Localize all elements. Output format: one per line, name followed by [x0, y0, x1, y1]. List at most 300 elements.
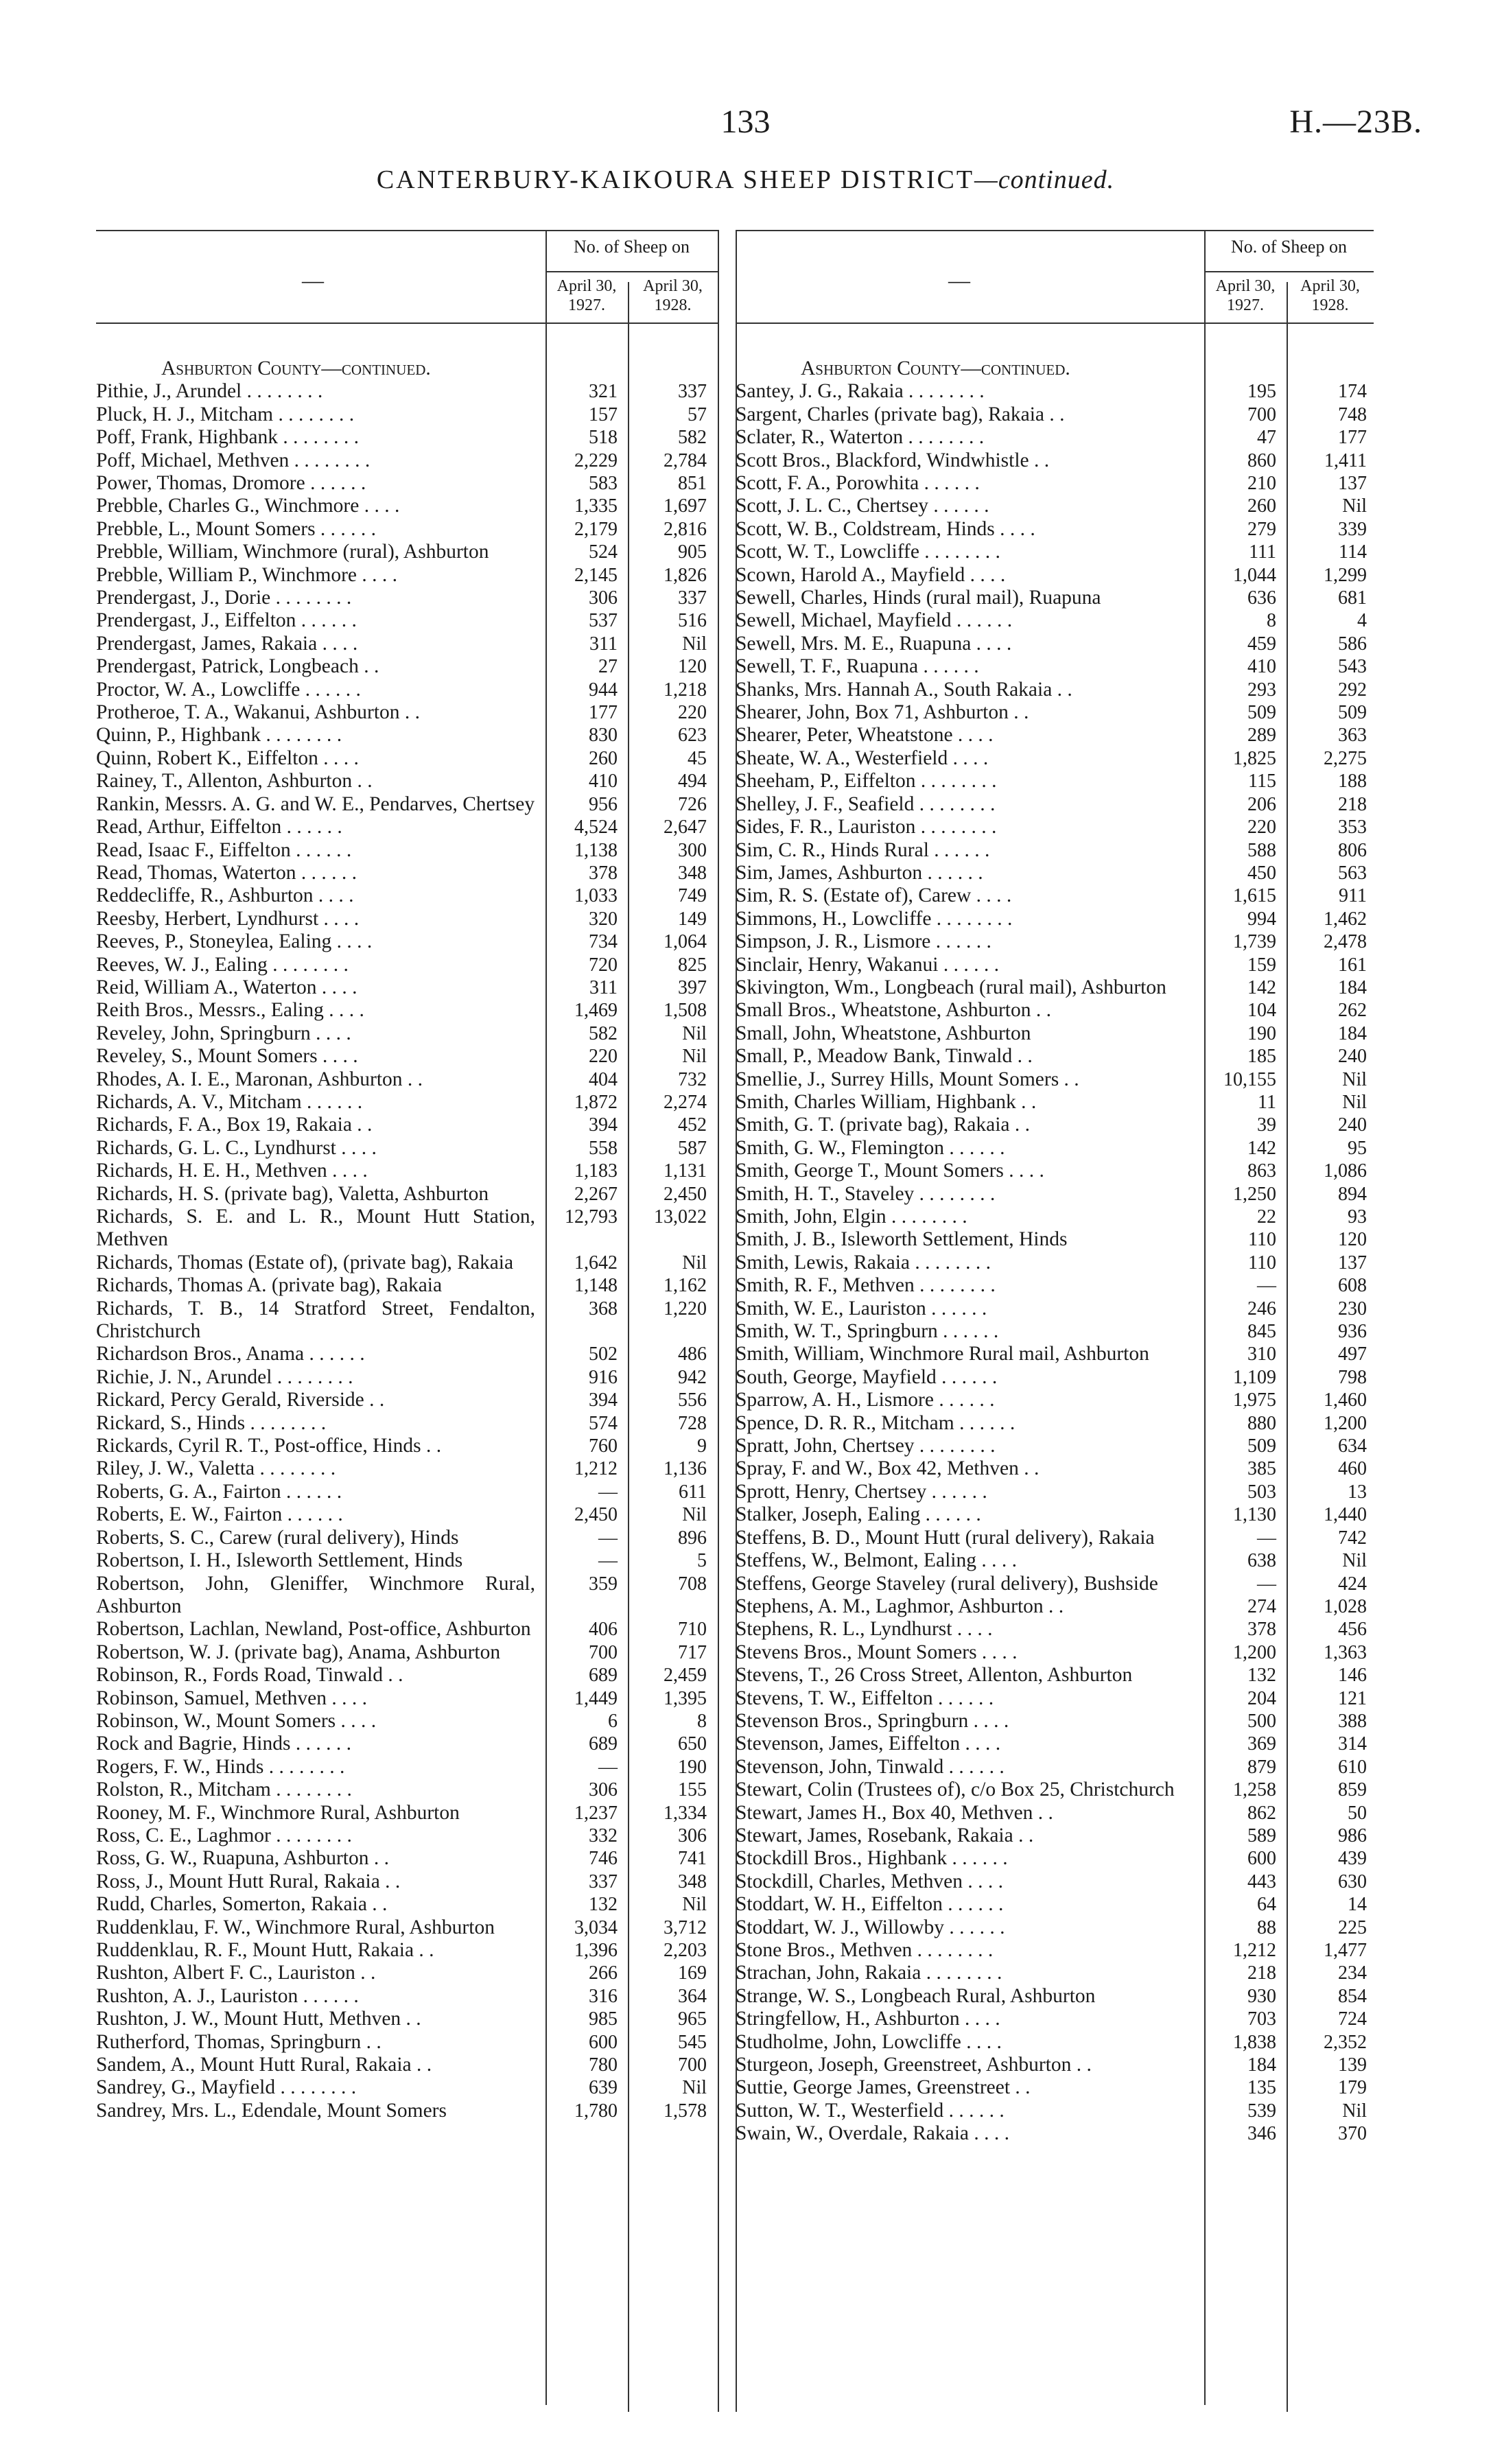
table-row	[96, 1618, 719, 1641]
table-row	[736, 701, 1374, 724]
owner-name: Read, Arthur, Eiffelton . . . . . .	[96, 816, 342, 838]
header-col-1927: April 30, 1927.	[1215, 277, 1276, 314]
sheep-count-1928: 174	[1338, 381, 1367, 403]
sheep-count-1927: 394	[589, 1114, 618, 1136]
sheep-count-1928: 5	[697, 1550, 707, 1572]
table-row	[96, 1710, 719, 1733]
table-row	[736, 976, 1374, 999]
table-row	[96, 1252, 719, 1274]
sheep-count-1928: 748	[1338, 403, 1367, 425]
owner-name: Stewart, James, Rosebank, Rakaia . .	[736, 1824, 1034, 1846]
table-row	[736, 816, 1374, 838]
sheep-count-1928: Nil	[1342, 1068, 1367, 1090]
owner-name: Rushton, J. W., Mount Hutt, Methven . .	[96, 2008, 421, 2030]
owner-name: Santey, J. G., Rakaia . . . . . . . .	[736, 380, 985, 403]
table-row	[736, 1320, 1374, 1343]
sheep-count-1928: 93	[1348, 1206, 1367, 1228]
owner-name: Rushton, A. J., Lauriston . . . . . .	[96, 1984, 359, 2007]
sheep-count-1928: 717	[678, 1641, 707, 1663]
owner-name: Sim, James, Ashburton . . . . . .	[736, 861, 983, 884]
owner-name: Smith, G. W., Flemington . . . . . .	[736, 1136, 1005, 1159]
owner-name: Richards, Thomas A. (private bag), Rakaia	[96, 1274, 443, 1297]
sheep-count-1928: 742	[1338, 1527, 1367, 1549]
sheep-count-1928: 8	[697, 1710, 707, 1732]
table-row	[96, 976, 719, 999]
table-row	[736, 1389, 1374, 1411]
table-row	[736, 930, 1374, 953]
sheep-count-1928: 859	[1338, 1779, 1367, 1801]
owner-name: Power, Thomas, Dromore . . . . . .	[96, 472, 366, 495]
sheep-count-1928: 337	[678, 381, 707, 403]
sheep-count-1927: 204	[1247, 1687, 1276, 1709]
sheep-count-1928: 452	[678, 1114, 707, 1136]
owner-name: Prendergast, Patrick, Longbeach . .	[96, 655, 379, 678]
sheep-count-1927: 260	[589, 747, 618, 769]
owner-name: Roberts, E. W., Fairton . . . . . .	[96, 1503, 343, 1526]
owner-name: Simpson, J. R., Lismore . . . . . .	[736, 930, 991, 953]
owner-name: Robertson, Lachlan, Newland, Post-office, Ashburton	[96, 1618, 531, 1641]
table-row	[736, 1939, 1374, 1962]
owner-name: Read, Thomas, Waterton . . . . . .	[96, 861, 357, 884]
sheep-count-1927: 157	[589, 403, 618, 425]
sheep-count-1927: 638	[1247, 1550, 1276, 1572]
sheep-count-1927: 780	[589, 2054, 618, 2076]
owner-name: Sides, F. R., Lauriston . . . . . . . .	[736, 816, 997, 838]
sheep-count-1928: 1,131	[664, 1160, 707, 1182]
owner-name: Richards, T. B., 14 Stratford Street, Fendalton, Christchurch	[96, 1297, 535, 1343]
sheep-count-1928: 149	[678, 908, 707, 930]
table-row	[736, 655, 1374, 678]
sheep-count-1928: 121	[1338, 1687, 1367, 1709]
sheep-count-1927: 1,872	[574, 1091, 618, 1113]
sheep-count-1927: 274	[1247, 1595, 1276, 1617]
sheep-count-1928: 610	[1338, 1756, 1367, 1778]
sheep-count-1927: 177	[589, 702, 618, 724]
owner-name: Robertson, John, Gleniffer, Winchmore Rural, Ashburton	[96, 1572, 535, 1617]
owner-name: Sclater, R., Waterton . . . . . . . .	[736, 426, 985, 449]
header-dash: —	[302, 268, 324, 292]
owner-name: Steffens, B. D., Mount Hutt (rural delivery), Rakaia	[736, 1526, 1155, 1549]
owner-name: Sparrow, A. H., Lismore . . . . . .	[736, 1389, 995, 1411]
sheep-count-1928: 494	[678, 771, 707, 793]
sheep-count-1928: 1,334	[664, 1802, 707, 1824]
table-row	[96, 1160, 719, 1182]
owner-name: Sandem, A., Mount Hutt Rural, Rakaia . .	[96, 2054, 432, 2076]
table-row	[96, 1183, 719, 1206]
table-row	[736, 1779, 1374, 1801]
table-row	[736, 1206, 1374, 1228]
district-title-text: CANTERBURY-KAIKOURA SHEEP DISTRICT	[376, 165, 975, 194]
table-row	[96, 633, 719, 655]
sheep-count-1927: 985	[589, 2008, 618, 2030]
sheep-count-1927: 306	[589, 587, 618, 609]
sheep-count-1927: 1,183	[574, 1160, 618, 1182]
owner-name: Shanks, Mrs. Hannah A., South Rakaia . .	[736, 678, 1072, 701]
table-row	[96, 1847, 719, 1870]
owner-name: Studholme, John, Lowcliffe . . . .	[736, 2030, 1002, 2053]
owner-name: Prendergast, J., Eiffelton . . . . . .	[96, 609, 357, 632]
district-title	[0, 165, 1491, 195]
sheep-count-1927: 1,838	[1233, 2031, 1276, 2053]
owner-name: Richie, J. N., Arundel . . . . . . . .	[96, 1365, 353, 1388]
sheep-count-1927: 845	[1247, 1321, 1276, 1343]
table-row	[96, 1641, 719, 1664]
table-row	[96, 679, 719, 701]
table-row	[736, 1641, 1374, 1664]
sheep-count-1928: 155	[678, 1779, 707, 1801]
sheep-count-1927: 378	[589, 862, 618, 884]
sheep-count-1928: 169	[678, 1962, 707, 1984]
table-row	[736, 884, 1374, 907]
district-title-suffix: —continued.	[974, 165, 1115, 194]
sheep-count-1927: 1,212	[1233, 1940, 1276, 1962]
sheep-count-1927: 956	[589, 793, 618, 815]
section-heading: Ashburton County—continued.	[161, 357, 431, 379]
sheep-count-1928: 2,816	[664, 518, 707, 540]
table-row	[96, 884, 719, 907]
sheep-count-1928: 1,086	[1324, 1160, 1367, 1182]
header-dash: —	[948, 268, 970, 292]
sheep-count-1928: 681	[1338, 587, 1367, 609]
owner-name: Ross, G. W., Ruapuna, Ashburton . .	[96, 1847, 389, 1870]
table-row	[736, 1435, 1374, 1457]
table-row	[96, 564, 719, 587]
owner-name: Stevenson Bros., Springburn . . . .	[736, 1709, 1009, 1732]
table-row	[96, 724, 719, 747]
owner-name: Sutton, W. T., Westerfield . . . . . .	[736, 2099, 1005, 2122]
sheep-count-1927: 600	[589, 2031, 618, 2053]
sheep-count-1927: 185	[1247, 1046, 1276, 1068]
owner-name: Scott, W. B., Coldstream, Hinds . . . .	[736, 517, 1035, 540]
owner-name: Roberts, S. C., Carew (rural delivery), Hinds	[96, 1526, 459, 1549]
owner-name: Sim, C. R., Hinds Rural . . . . . .	[736, 838, 990, 861]
table-row	[736, 1595, 1374, 1618]
sheep-count-1927: 11	[1258, 1091, 1276, 1113]
table-row	[96, 403, 719, 426]
sheep-count-1928: 545	[678, 2031, 707, 2053]
sheep-count-1928: 2,450	[664, 1183, 707, 1205]
sheep-count-1928: Nil	[1342, 2100, 1367, 2122]
table-row	[736, 954, 1374, 976]
table-row	[96, 793, 719, 816]
sheep-count-1927: 311	[589, 633, 618, 655]
sheep-count-1928: 225	[1338, 1916, 1367, 1938]
owner-name: Rogers, F. W., Hinds . . . . . . . .	[96, 1755, 345, 1778]
table-row	[96, 1527, 719, 1549]
table-row	[96, 1916, 719, 1939]
owner-name: Rock and Bagrie, Hinds . . . . . .	[96, 1733, 351, 1755]
sheep-count-1928: 57	[688, 403, 707, 425]
table-row	[736, 1962, 1374, 1984]
table-row	[96, 495, 719, 517]
sheep-count-1928: 728	[678, 1412, 707, 1434]
table-row	[96, 999, 719, 1022]
sheep-count-1927: 190	[1247, 1022, 1276, 1044]
sheep-count-1928: 240	[1338, 1046, 1367, 1068]
sheep-count-1927: —	[1257, 1275, 1276, 1297]
owner-name: Rutherford, Thomas, Springburn . .	[96, 2030, 381, 2053]
owner-name: Scown, Harold A., Mayfield . . . .	[736, 563, 1006, 586]
sheep-count-1927: 734	[589, 931, 618, 953]
table-row	[736, 449, 1374, 472]
table-row	[736, 1527, 1374, 1549]
table-row	[96, 954, 719, 976]
table-row	[736, 839, 1374, 862]
sheep-count-1927: 369	[1247, 1733, 1276, 1755]
owner-name: Sprott, Henry, Chertsey . . . . . .	[736, 1480, 987, 1503]
table-row	[736, 1687, 1374, 1710]
sheep-count-1928: 965	[678, 2008, 707, 2030]
table-row	[96, 2100, 719, 2122]
sheep-count-1928: 1,460	[1324, 1389, 1367, 1411]
table-row	[736, 518, 1374, 541]
sheep-count-1927: 636	[1247, 587, 1276, 609]
sheep-count-1928: Nil	[682, 1504, 707, 1526]
sheep-count-1927: 111	[1249, 541, 1276, 563]
sheep-count-1927: 1,033	[574, 885, 618, 907]
sheep-count-1928: Nil	[682, 633, 707, 655]
sheep-count-1928: 586	[1338, 633, 1367, 655]
table-row	[96, 1435, 719, 1457]
sheep-count-1927: 110	[1248, 1229, 1276, 1251]
owner-name: Richards, F. A., Box 19, Rakaia . .	[96, 1114, 373, 1136]
table-row	[736, 2054, 1374, 2076]
sheep-count-1927: 289	[1247, 725, 1276, 747]
sheep-count-1928: 726	[678, 793, 707, 815]
sheep-count-1927: 10,155	[1223, 1068, 1276, 1090]
sheep-count-1927: 132	[1247, 1665, 1276, 1687]
sheep-count-1927: 880	[1247, 1412, 1276, 1434]
sheep-count-1928: 806	[1338, 839, 1367, 861]
sheep-count-1927: 159	[1247, 954, 1276, 976]
table-row	[96, 839, 719, 862]
sheep-count-1927: 311	[589, 976, 618, 998]
sheep-count-1927: 4,524	[574, 817, 618, 838]
owner-name: Prebble, William, Winchmore (rural), Ashburton	[96, 541, 489, 563]
table-row	[736, 1160, 1374, 1182]
owner-name: Stoddart, W. H., Eiffelton . . . . . .	[736, 1893, 1004, 1916]
table-row	[96, 1091, 719, 1114]
sheep-count-1927: 1,212	[574, 1458, 618, 1480]
table-row	[736, 1457, 1374, 1480]
owner-name: Sewell, Michael, Mayfield . . . . . .	[736, 609, 1013, 632]
table-row	[96, 1664, 719, 1687]
table-row	[736, 724, 1374, 747]
sheep-count-1928: 2,203	[664, 1940, 707, 1962]
sheep-count-1928: 732	[678, 1068, 707, 1090]
owner-name: Stephens, A. M., Laghmor, Ashburton . .	[736, 1595, 1064, 1617]
table-row	[736, 1985, 1374, 2008]
sheep-count-1928: 1,697	[664, 495, 707, 517]
owner-name: Ross, C. E., Laghmor . . . . . . . .	[96, 1824, 352, 1846]
owner-name: Smith, W. E., Lauriston . . . . . .	[736, 1297, 987, 1319]
sheep-count-1928: Nil	[1342, 1091, 1367, 1113]
sheep-count-1927: 830	[589, 725, 618, 747]
sheep-count-1927: 539	[1247, 2100, 1276, 2122]
sheep-count-1928: 45	[688, 747, 707, 769]
table-row	[736, 1710, 1374, 1733]
sheep-count-1927: 310	[1247, 1344, 1276, 1365]
header-col-1928: April 30, 1928.	[643, 277, 703, 314]
table-row	[736, 1481, 1374, 1503]
owner-name: Small, P., Meadow Bank, Tinwald . .	[736, 1045, 1033, 1068]
owner-name: Prebble, Charles G., Winchmore . . . .	[96, 495, 400, 517]
table-row	[736, 1045, 1374, 1068]
sheep-count-1927: 583	[589, 473, 618, 495]
sheep-count-1928: 439	[1338, 1848, 1367, 1870]
owner-name: Shelley, J. F., Seafield . . . . . . . .	[736, 793, 996, 815]
owner-name: Reith Bros., Messrs., Ealing . . . .	[96, 999, 364, 1022]
sheep-count-1928: 146	[1338, 1665, 1367, 1687]
sheep-count-1927: 320	[589, 908, 618, 930]
page-number: 133	[720, 104, 771, 140]
sheep-count-1928: 262	[1338, 1000, 1367, 1022]
sheep-count-1927: 589	[1247, 1824, 1276, 1846]
owner-name: Reeves, P., Stoneylea, Ealing . . . .	[96, 930, 373, 953]
table-row	[96, 2076, 719, 2099]
table-row	[736, 1343, 1374, 1365]
sheep-count-1928: 608	[1338, 1275, 1367, 1297]
sheep-count-1928: 942	[678, 1366, 707, 1388]
sheep-count-1927: 1,825	[1233, 747, 1276, 769]
owner-name: Steffens, W., Belmont, Ealing . . . .	[736, 1549, 1017, 1572]
sheep-count-1927: 450	[1247, 862, 1276, 884]
sheep-count-1927: 404	[589, 1068, 618, 1090]
sheep-count-1927: 1,109	[1233, 1366, 1276, 1388]
sheep-count-1927: 368	[589, 1298, 618, 1319]
sheep-count-1927: —	[598, 1550, 618, 1572]
table-row	[96, 770, 719, 793]
table-row	[96, 1343, 719, 1365]
sheep-count-1927: 574	[589, 1412, 618, 1434]
owner-name: Sandrey, G., Mayfield . . . . . . . .	[96, 2076, 357, 2099]
sheep-count-1927: 6	[608, 1710, 618, 1732]
sheep-count-1927: 1,396	[574, 1940, 618, 1962]
owner-name: Sandrey, Mrs. L., Edendale, Mount Somers	[96, 2099, 447, 2122]
sheep-count-1927: 689	[589, 1733, 618, 1755]
owner-name: Richards, H. S. (private bag), Valetta, Ashburton	[96, 1182, 489, 1205]
owner-name: Rickard, S., Hinds . . . . . . . .	[96, 1411, 327, 1434]
sheep-count-1928: 363	[1338, 725, 1367, 747]
header-col-1927: April 30, 1927.	[556, 277, 617, 314]
table-row	[736, 1228, 1374, 1251]
owner-name: Quinn, Robert K., Eiffelton . . . .	[96, 747, 359, 769]
sheep-count-1928: 114	[1339, 541, 1367, 563]
table-row	[736, 1618, 1374, 1641]
table-row	[96, 426, 719, 449]
owner-name: Smellie, J., Surrey Hills, Mount Somers . .	[736, 1068, 1079, 1090]
sheep-count-1928: 240	[1338, 1114, 1367, 1136]
owner-name: Sinclair, Henry, Wakanui . . . . . .	[736, 953, 999, 976]
sheep-count-1927: 582	[589, 1022, 618, 1044]
table-row	[736, 2122, 1374, 2145]
sheep-count-1927: 378	[1247, 1619, 1276, 1641]
sheep-count-1927: 88	[1257, 1916, 1276, 1938]
sheep-count-1928: 2,274	[664, 1091, 707, 1113]
sheep-count-1928: 854	[1338, 1985, 1367, 2007]
table-row	[736, 587, 1374, 609]
sheep-count-1928: 741	[678, 1848, 707, 1870]
sheep-count-1928: 486	[678, 1344, 707, 1365]
table-row	[736, 564, 1374, 587]
sheep-count-1927: 115	[1248, 771, 1276, 793]
sheep-count-1927: 210	[1247, 473, 1276, 495]
owner-name: Pluck, H. J., Mitcham . . . . . . . .	[96, 403, 355, 425]
sheep-count-1928: 179	[1338, 2077, 1367, 2099]
sheep-count-1928: 190	[678, 1756, 707, 1778]
entry-list	[96, 380, 719, 2122]
sheep-count-1927: 503	[1247, 1481, 1276, 1503]
owner-name: Riley, J. W., Valetta . . . . . . . .	[96, 1457, 336, 1480]
table-row	[736, 1893, 1374, 1916]
sheep-count-1927: 104	[1247, 1000, 1276, 1022]
owner-name: Spray, F. and W., Box 42, Methven . .	[736, 1457, 1040, 1480]
header-sheep-count: No. of Sheep on	[574, 237, 690, 257]
table-row	[736, 472, 1374, 495]
table-row	[96, 1893, 719, 1916]
owner-name: Suttie, George James, Greenstreet . .	[736, 2076, 1031, 2099]
header-col-1928: April 30, 1928.	[1300, 277, 1360, 314]
table-row	[736, 1549, 1374, 1572]
sheep-count-1928: 184	[1338, 976, 1367, 998]
sheep-count-1927: 703	[1247, 2008, 1276, 2030]
sheep-count-1927: 142	[1247, 1137, 1276, 1159]
sheep-count-1927: 8	[1267, 610, 1276, 632]
sheep-count-1927: 3,034	[574, 1916, 618, 1938]
sheep-count-1927: 321	[589, 381, 618, 403]
owner-name: Swain, W., Overdale, Rakaia . . . .	[736, 2122, 1009, 2145]
table-row	[96, 701, 719, 724]
owner-name: Poff, Michael, Methven . . . . . . . .	[96, 449, 371, 471]
table-row	[736, 1298, 1374, 1320]
sheep-count-1927: 410	[589, 771, 618, 793]
table-row	[736, 999, 1374, 1022]
table-row	[96, 1389, 719, 1411]
owner-name: Rainey, T., Allenton, Ashburton . .	[96, 770, 373, 793]
table-row	[736, 1252, 1374, 1274]
table-row	[736, 1183, 1374, 1206]
owner-name: Ruddenklau, F. W., Winchmore Rural, Ashburton	[96, 1916, 495, 1938]
owner-name: Scott, F. A., Porowhita . . . . . .	[736, 472, 980, 495]
sheep-count-1927: 2,229	[574, 449, 618, 471]
owner-name: Stevenson, James, Eiffelton . . . .	[736, 1733, 1001, 1755]
sheep-count-1927: 916	[589, 1366, 618, 1388]
owner-name: Smith, George T., Mount Somers . . . .	[736, 1160, 1044, 1182]
sheep-count-1927: 346	[1247, 2123, 1276, 2145]
table-row	[96, 1733, 719, 1755]
owner-name: Robinson, Samuel, Methven . . . .	[96, 1687, 367, 1709]
sheep-count-1927: —	[1257, 1527, 1276, 1549]
table-row	[96, 816, 719, 838]
owner-name: Proctor, W. A., Lowcliffe . . . . . .	[96, 678, 361, 701]
owner-name: Smith, H. T., Staveley . . . . . . . .	[736, 1182, 996, 1205]
sheep-count-1927: 1,237	[574, 1802, 618, 1824]
sheep-count-1928: 563	[1338, 862, 1367, 884]
sheep-count-1928: 13	[1348, 1481, 1367, 1503]
header-bottom-rule	[96, 322, 719, 324]
sheep-count-1928: 911	[1339, 885, 1367, 907]
sheep-count-1927: 879	[1247, 1756, 1276, 1778]
owner-name: Ruddenklau, R. F., Mount Hutt, Rakaia . .	[96, 1939, 434, 1962]
table-row	[96, 655, 719, 678]
table-row	[96, 1298, 719, 1344]
sheep-count-1928: 337	[678, 587, 707, 609]
sheep-count-1928: Nil	[682, 1252, 707, 1274]
table-row	[96, 1045, 719, 1068]
sheep-count-1928: 630	[1338, 1870, 1367, 1892]
document-reference: H.—23B.	[1289, 104, 1422, 140]
owner-name: Reddecliffe, R., Ashburton . . . .	[96, 884, 354, 907]
